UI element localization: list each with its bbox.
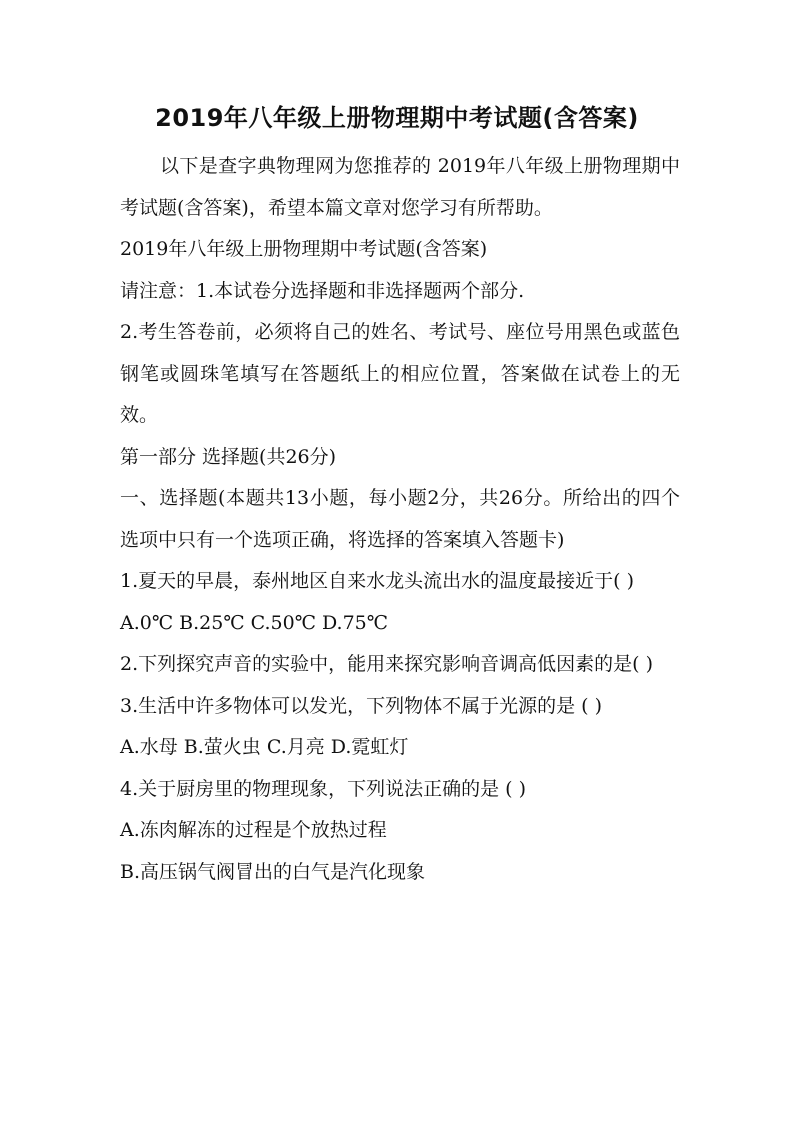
question-2: 2.下列探究声音的实验中，能用来探究影响音调高低因素的是( ) bbox=[120, 653, 653, 675]
question-4-option-a: A.冻肉解冻的过程是个放热过程 bbox=[120, 819, 387, 841]
notice-line-2: 2.考生答卷前，必须将自己的姓名、考试号、座位号用黑色或蓝色钢笔或圆珠笔填写在答题纸上的相应位置，答案做在试卷上的无效。 bbox=[120, 321, 680, 426]
question-1-options: A.0℃ B.25℃ C.50℃ D.75℃ bbox=[120, 611, 389, 634]
notice-line-1: 请注意：1.本试卷分选择题和非选择题两个部分. bbox=[120, 279, 525, 302]
intro-paragraph: 以下是查字典物理网为您推荐的 2019年八年级上册物理期中考试题(含答案)，希望本篇文章对您学习有所帮助。 bbox=[120, 155, 680, 219]
document-body bbox=[120, 146, 680, 893]
question-3: 3.生活中许多物体可以发光，下列物体不属于光源的是 ( ) bbox=[120, 694, 603, 717]
question-3-options: A.水母 B.萤火虫 C.月亮 D.霓虹灯 bbox=[120, 736, 409, 758]
question-4-option-b: B.高压锅气阀冒出的白气是汽化现象 bbox=[120, 860, 426, 883]
exam-title-line: 2019年八年级上册物理期中考试题(含答案) bbox=[120, 238, 488, 260]
question-4: 4.关于厨房里的物理现象，下列说法正确的是 ( ) bbox=[120, 777, 527, 800]
document-title: 2019年八年级上册物理期中考试题(含答案) bbox=[155, 104, 639, 132]
question-1: 1.夏天的早晨，泰州地区自来水龙头流出水的温度最接近于( ) bbox=[120, 570, 634, 592]
section-instructions: 一、选择题(本题共13小题，每小题2分，共26分。所给出的四个选项中只有一个选项正确，将选择的答案填入答题卡) bbox=[120, 487, 680, 551]
section-heading: 第一部分 选择题(共26分) bbox=[120, 445, 337, 468]
